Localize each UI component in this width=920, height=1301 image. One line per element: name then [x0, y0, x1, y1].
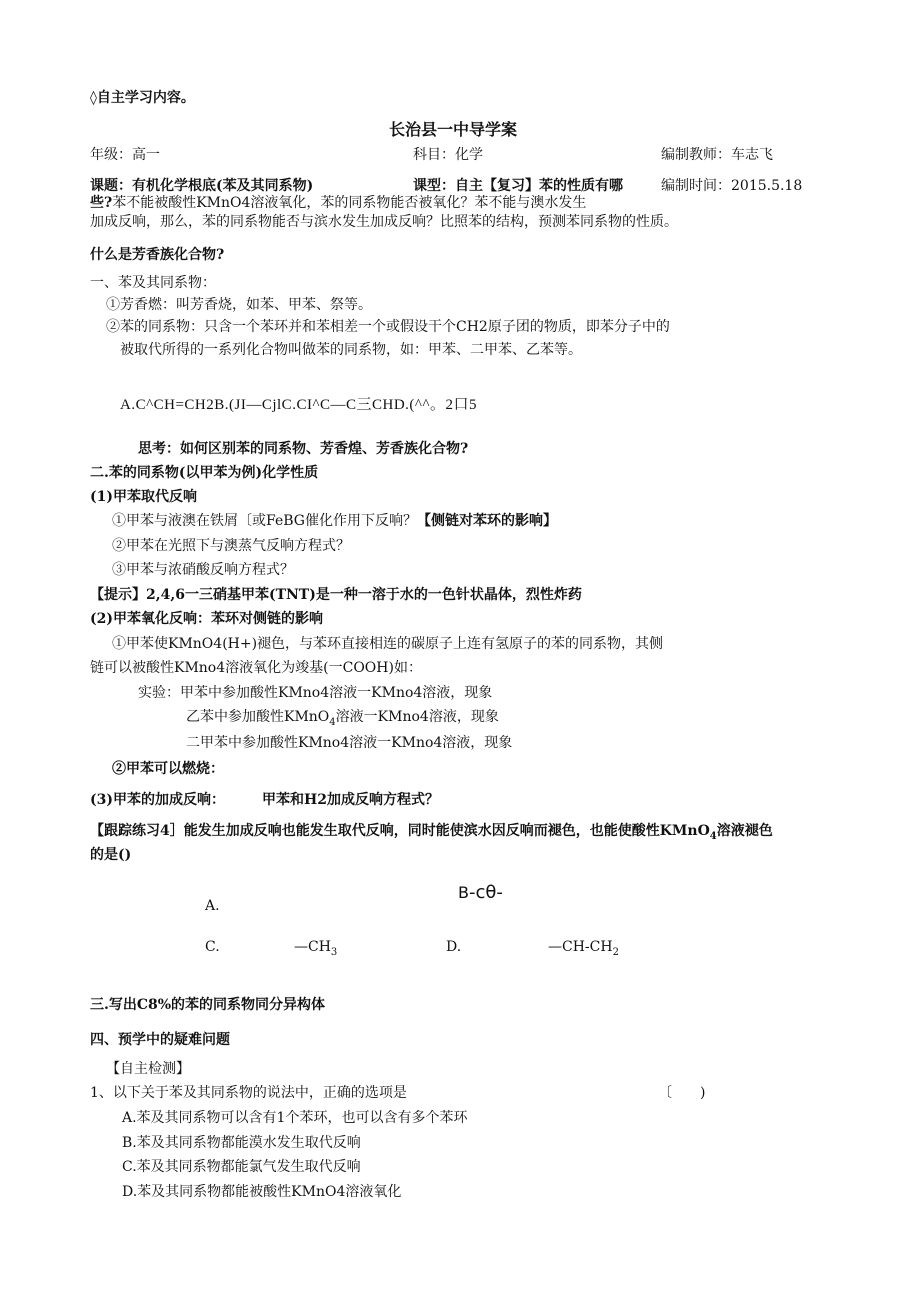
practice-sub: 4	[709, 830, 717, 842]
option-b-formula: -cθ-	[468, 882, 503, 903]
option-c-formula	[294, 938, 337, 962]
experiment-2-a: 乙苯中参加酸性KMnO	[186, 709, 330, 725]
self-check-question-1: 1、以下关于苯及其同系物的说法中，正确的选项是	[90, 1085, 407, 1101]
formula-line: A.C^CH=CH2B.(JI—CjlC.CI^C—C三CHD.(^^。2口5	[120, 397, 477, 413]
choice-c: C.苯及其同系物都能氯气发生取代反响	[122, 1159, 361, 1175]
hint-line: 【提示】2,4,6一三硝基甲苯(TNT)是一种一溶于水的一色针状晶体，烈性炸药	[90, 587, 582, 603]
practice-text-a: 【跟踪练习4］能发生加成反响也能发生取代反响，同时能使滨水因反响而褪色，也能使酸性KMnO	[90, 823, 710, 839]
think-question: 思考：如何区别苯的同系物、芳香煌、芳香族化合物?	[138, 441, 469, 457]
option-d-text: —CH-CH	[548, 939, 613, 955]
sub-2-item-1a: ①甲苯使KMnO4(H+)褪色，与苯环直接相连的碳原子上连有氢原子的苯的同系物，其侧	[112, 636, 664, 652]
choice-a: A.苯及其同系物可以含有1个苯环，也可以含有多个苯环	[122, 1110, 468, 1126]
experiment-2-sub: 4	[329, 716, 336, 728]
experiment-2	[186, 708, 499, 732]
option-a: A.	[205, 898, 220, 914]
question-aromatic: 什么是芳香族化合物?	[90, 247, 225, 263]
teacher-field: 编制教师：车志飞	[661, 147, 773, 163]
topic-field: 课题：有机化学根底(苯及其同系物)	[90, 178, 314, 194]
sub-3-question: 甲苯和H2加成反响方程式？	[262, 792, 439, 808]
sub-1-item-1-text: ①甲苯与液澳在铁屑〔或FeBG催化作用下反响？	[112, 513, 417, 529]
option-b	[458, 884, 503, 903]
self-check-title: 【自主检测】	[106, 1061, 190, 1077]
sub-1-title: (1)甲苯取代反响	[90, 489, 197, 505]
type-field: 课型：自主【复习】苯的性质有哪	[413, 178, 623, 194]
intro-lead: 些?	[90, 195, 113, 211]
intro-line-2: 加成反响，那么，苯的同系物能否与滨水发生加成反响？比照苯的结构，预测苯同系物的性质。	[90, 214, 678, 230]
option-d-sub: 2	[612, 946, 619, 958]
option-b-letter: B	[458, 883, 469, 902]
doc-title: 长治县一中导学案	[389, 120, 518, 139]
experiment-1: 实验：甲苯中参加酸性KMno4溶液一KMno4溶液，现象	[138, 685, 493, 701]
answer-paren: 〔 )	[658, 1085, 706, 1101]
option-c-text: —CH	[294, 939, 331, 955]
intro-line-1	[90, 194, 586, 212]
option-d-formula	[548, 938, 619, 962]
option-c: C.	[205, 939, 220, 955]
practice-text-b: 溶液褪色	[716, 823, 773, 839]
experiment-3: 二甲苯中参加酸性KMno4溶液一KMno4溶液，现象	[186, 735, 513, 751]
choice-b: B.苯及其同系物都能漠水发生取代反响	[122, 1135, 361, 1151]
section-3-title: 三.写出C8%的苯的同系物同分异构体	[90, 997, 326, 1013]
date-field: 编制时间：2015.5.18	[661, 178, 803, 194]
sub-2-item-1b: 链可以被酸性KMno4溶液氧化为竣基(一COOH)如：	[90, 660, 422, 676]
option-c-sub: 3	[330, 946, 338, 958]
section-1-item-1: ①芳香燃：叫芳香烧，如苯、甲苯、祭等。	[106, 297, 372, 313]
section-4-title: 四、预学中的疑难问题	[90, 1032, 230, 1048]
sub-1-item-1	[112, 512, 557, 530]
sub-2-title: (2)甲苯氧化反响：苯环对侧链的影响	[90, 611, 323, 627]
section-2-title: 二.苯的同系物(以甲苯为例)化学性质	[90, 465, 319, 481]
choice-d: D.苯及其同系物都能被酸性KMnO4溶液氧化	[122, 1184, 402, 1200]
option-d: D.	[446, 939, 462, 955]
grade-field: 年级：高一	[90, 147, 160, 163]
section-1-item-2b: 被取代所得的一系列化合物叫做苯的同系物，如：甲苯、二甲苯、乙苯等。	[120, 342, 582, 358]
subject-field: 科目：化学	[413, 147, 483, 163]
top-note: ◊自主学习内容。	[90, 90, 195, 106]
experiment-2-b: 溶液一KMno4溶液，现象	[335, 709, 499, 725]
section-1-title: 一、苯及其同系物：	[90, 275, 216, 291]
section-1-item-2a: ②苯的同系物：只含一个苯环并和苯相差一个或假设干个CH2原子团的物质，即苯分子中的	[106, 319, 670, 335]
sub-1-item-3: ③甲苯与浓硝酸反响方程式？	[112, 562, 294, 578]
practice-line-2: 的是()	[90, 847, 132, 863]
sub-1-item-1-note: 【侧链对苯环的影响】	[416, 513, 557, 529]
sub-3-title: (3)甲苯的加成反响：	[90, 792, 225, 808]
sub-1-item-2: ②甲苯在光照下与澳蒸气反响方程式？	[112, 538, 350, 554]
burn-line: ②甲苯可以燃烧：	[112, 761, 224, 777]
intro-text: 苯不能被酸性KMnO4溶液氧化，苯的同系物能否被氧化？苯不能与澳水发生	[112, 195, 587, 211]
practice-line-1	[90, 822, 773, 846]
